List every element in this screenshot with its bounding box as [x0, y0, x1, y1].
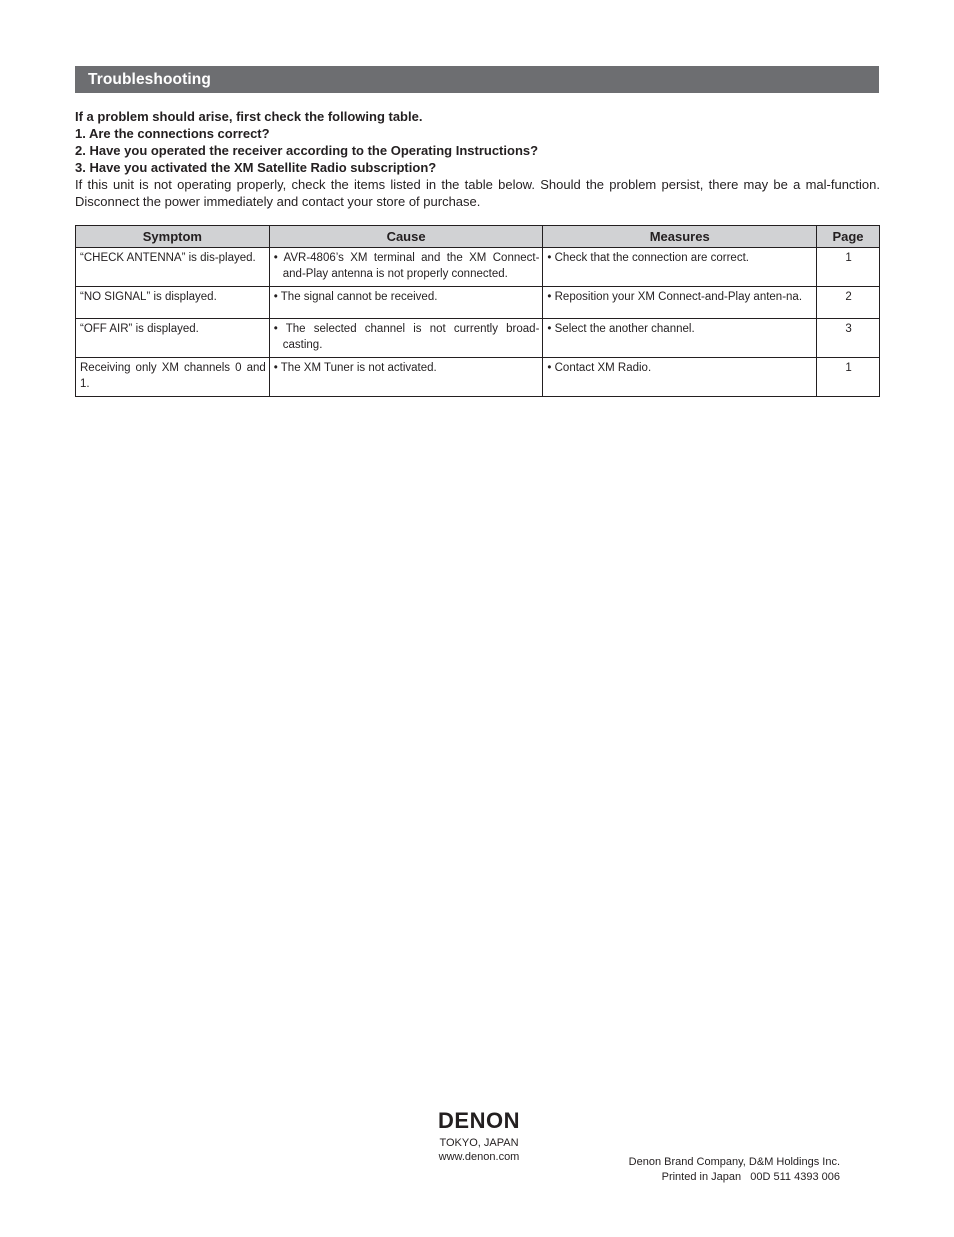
intro-text — [75, 108, 880, 210]
symptom-text: “CHECK ANTENNA” is dis-played. — [80, 252, 256, 264]
symptom-text: “OFF AIR” is displayed. — [80, 323, 199, 335]
measures-cell — [543, 287, 817, 319]
document-code: 00D 511 4393 006 — [750, 1171, 840, 1183]
printed-text: Printed in Japan — [661, 1171, 742, 1183]
measures-cell — [543, 358, 817, 397]
page-cell: 1 — [817, 248, 880, 287]
table-row — [76, 358, 880, 397]
cause-text: • AVR-4806’s XM terminal and the XM Connect-and-Play antenna is not properly connected. — [273, 252, 540, 280]
measures-text: • Contact XM Radio. — [547, 362, 652, 374]
cause-cell — [269, 358, 543, 397]
check-item: 1. Are the connections correct? — [75, 126, 270, 141]
company-name: Denon Brand Company, D&M Holdings Inc. — [628, 1156, 840, 1168]
cause-cell — [269, 287, 543, 319]
column-header-cause: Cause — [269, 226, 543, 248]
cause-text: • The XM Tuner is not activated. — [273, 362, 437, 374]
company-info — [560, 1155, 840, 1185]
check-item: 3. Have you activated the XM Satellite Radio subscription? — [75, 160, 437, 175]
cause-text: • The signal cannot be received. — [273, 291, 438, 303]
symptom-text: “NO SIGNAL” is displayed. — [80, 291, 217, 303]
measures-text: • Reposition your XM Connect-and-Play anten-na. — [547, 291, 803, 303]
table-row — [76, 248, 880, 287]
symptom-cell — [76, 358, 270, 397]
table-header-row — [76, 226, 880, 248]
intro-lead: If a problem should arise, first check the following table. — [75, 109, 423, 124]
troubleshooting-table — [75, 225, 880, 397]
section-header — [75, 66, 879, 93]
section-title: Troubleshooting — [88, 70, 211, 88]
measures-cell — [543, 319, 817, 358]
table-row — [76, 319, 880, 358]
column-header-page: Page — [817, 226, 880, 248]
website-text: www.denon.com — [438, 1151, 520, 1163]
table-row — [76, 287, 880, 319]
symptom-cell — [76, 248, 270, 287]
cause-cell — [269, 319, 543, 358]
city-text: TOKYO, JAPAN — [439, 1137, 519, 1149]
column-header-symptom: Symptom — [76, 226, 270, 248]
page-cell: 2 — [817, 287, 880, 319]
symptom-text: Receiving only XM channels 0 and 1. — [80, 362, 266, 390]
symptom-cell — [76, 287, 270, 319]
measures-cell — [543, 248, 817, 287]
page-cell: 1 — [817, 358, 880, 397]
check-item: 2. Have you operated the receiver according to the Operating Instructions? — [75, 143, 539, 158]
cause-cell — [269, 248, 543, 287]
page-cell: 3 — [817, 319, 880, 358]
measures-text: • Check that the connection are correct. — [547, 252, 749, 264]
denon-logo: DENON — [438, 1108, 520, 1133]
column-header-measures: Measures — [543, 226, 817, 248]
intro-body: If this unit is not operating properly, check the items listed in the table below. Should the problem persist, there may be a mal-function. Disconnect the power immediately and contact your store of purchase. — [75, 177, 880, 209]
cause-text: • The selected channel is not currently broad-casting. — [273, 323, 540, 351]
symptom-cell — [76, 319, 270, 358]
company-location — [400, 1136, 558, 1164]
measures-text: • Select the another channel. — [547, 323, 695, 335]
print-info — [560, 1170, 840, 1185]
